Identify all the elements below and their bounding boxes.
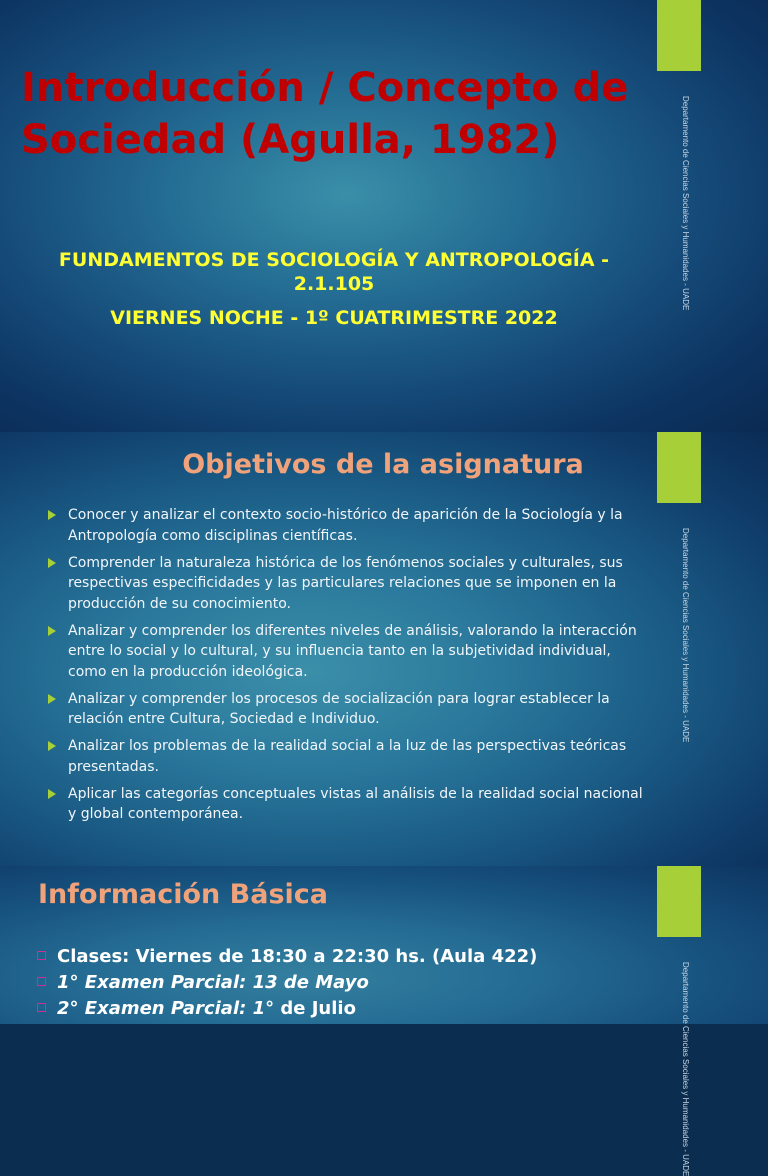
square-bullet-icon [37,951,46,960]
list-item: Analizar y comprender los procesos de socialización para lograr establecer la relación entre Cultura, Sociedad e Individuo. [46,689,646,730]
objectives-heading: Objetivos de la asignatura [182,449,584,480]
slide-title [0,0,768,432]
triangle-bullet-icon [48,694,56,704]
triangle-bullet-icon [48,741,56,751]
side-department-label: Departamento de Ciencias Sociales y Humanidades - UADE [681,528,690,743]
slide-basic-info [0,866,768,1176]
list-item: Conocer y analizar el contexto socio-histórico de aparición de la Sociología y la Antropología como disciplinas científicas. [46,505,646,546]
basic-info-heading: Información Básica [38,879,329,910]
objectives-list [46,505,646,831]
list-item: 2° Examen Parcial: 1° de Julio [36,996,636,1022]
triangle-bullet-icon [48,510,56,520]
side-department-label: Departamento de Ciencias Sociales y Humanidades - UADE [681,96,690,311]
list-item: Aplicar las categorías conceptuales vistas al análisis de la realidad social nacional y global contemporánea. [46,784,646,825]
basic-info-list [36,944,636,1022]
list-item: Analizar los problemas de la realidad social a la luz de las perspectivas teóricas presentadas. [46,736,646,777]
triangle-bullet-icon [48,558,56,568]
square-bullet-icon [37,977,46,986]
course-subtitle: FUNDAMENTOS DE SOCIOLOGÍA Y ANTROPOLOGÍA - 2.1.105 [58,249,610,295]
green-accent-bar [657,0,701,71]
slide-objectives [0,432,768,866]
side-department-label: Departamento de Ciencias Sociales y Humanidades - UADE [681,962,690,1176]
square-bullet-icon [37,1003,46,1012]
list-item: Clases: Viernes de 18:30 a 22:30 hs. (Aula 422) [36,944,636,970]
triangle-bullet-icon [48,789,56,799]
list-item: Comprender la naturaleza histórica de los fenómenos sociales y culturales, sus respectivas especificidades y las particulares relaciones que se imponen en la producción de su conocimiento. [46,553,646,615]
schedule-subtitle: VIERNES NOCHE - 1º CUATRIMESTRE 2022 [110,307,558,329]
list-item: Analizar y comprender los diferentes niveles de análisis, valorando la interacción entre lo social y lo cultural, y su influencia tanto en la subjetividad individual, como en la producción ideológica. [46,621,646,683]
triangle-bullet-icon [48,626,56,636]
slide-title-heading: Introducción / Concepto de Sociedad (Agulla, 1982) [21,65,629,163]
list-item: 1° Examen Parcial: 13 de Mayo [36,970,636,996]
green-accent-bar [657,866,701,937]
